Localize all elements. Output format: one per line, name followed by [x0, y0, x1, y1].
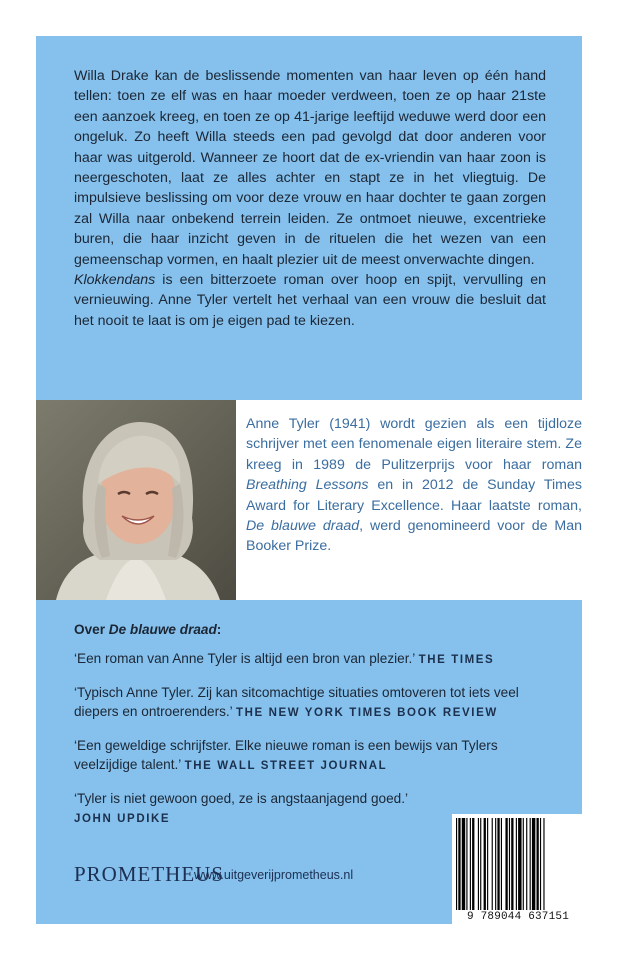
- blurb-text: [74, 66, 546, 331]
- barcode-bars: [456, 818, 578, 910]
- reviews-heading-suffix: :: [216, 622, 222, 637]
- reviews-heading-title: De blauwe draad: [108, 622, 217, 637]
- author-photo: [36, 400, 236, 600]
- bio-book-de-blauwe-draad: De blauwe draad: [246, 518, 360, 535]
- book-title-klokkendans: Klokkendans: [74, 272, 156, 289]
- review-quote: ‘Een geweldige schrijfster. Elke nieuwe roman is een bewijs van Tylers veelzijdige talent.’: [74, 738, 498, 772]
- blurb-paragraph-2-rest: is een bitterzoete roman over hoop en spijt, vervulling en vernieuwing. Anne Tyler vertelt het verhaal van een vrouw die besluit dat het nooit te laat is om je eigen pad te kiezen.: [74, 272, 546, 329]
- blurb-paragraph-2: [74, 270, 546, 331]
- review-item: [74, 736, 554, 776]
- isbn-number: 9 789044 637151: [466, 911, 570, 923]
- author-portrait-illustration: [36, 400, 236, 600]
- publisher-logo: PROMETHEUS: [74, 862, 225, 886]
- reviews-heading: [74, 620, 554, 639]
- review-source: JOHN UPDIKE: [74, 813, 171, 825]
- barcode: [452, 814, 582, 934]
- blurb-paragraph-1: Willa Drake kan de beslissende momenten van haar leven op één hand tellen: toen ze elf was en haar moeder verdween, toen ze op haar 21ste een aanzoek kreeg, en toen ze op 41-jarige leeftijd weduwe werd door een ongeluk. Zo heeft Willa steeds een pad gevolgd dat door anderen voor haar was uitgerold. Wanneer ze hoort dat de ex-vriendin van haar zoon is neergeschoten, laat ze alles achter en stapt ze in het vliegtuig. De impulsieve beslissing om voor deze vrouw en haar dochter te gaan zorgen zal Willa naar onbekend terrein leiden. Ze ontmoet nieuwe, excentrieke buren, die haar inzicht geven in de rituelen die het wezen van een gemeenschap vormen, en haalt plezier uit de meest onverwachte dingen.: [74, 68, 546, 268]
- review-item: [74, 649, 554, 670]
- bio-text-3: , werd genomineerd voor de Man Booker Prize.: [246, 518, 583, 555]
- review-source: THE TIMES: [418, 654, 495, 666]
- bio-text-2: en in 2012 de Sunday Times Award for Literary Excellence. Haar laatste roman,: [246, 477, 582, 514]
- review-quote: ‘Tyler is niet gewoon goed, ze is angstaanjagend goed.’: [74, 791, 409, 806]
- review-source: THE NEW YORK TIMES BOOK REVIEW: [235, 707, 498, 719]
- author-bio: [246, 414, 582, 557]
- reviews-list: [74, 620, 554, 842]
- bio-text-1: Anne Tyler (1941) wordt gezien als een tijdloze schrijver met een fenomenale eigen literaire stem. Ze kreeg in 1989 de Pulitzerprijs voor haar roman: [246, 416, 582, 473]
- blurb-panel: [36, 36, 582, 400]
- review-item: [74, 683, 554, 723]
- publisher-url: www.uitgeverijprometheus.nl: [194, 868, 354, 882]
- review-source: THE WALL STREET JOURNAL: [184, 760, 388, 772]
- review-quote: ‘Een roman van Anne Tyler is altijd een bron van plezier.’: [74, 651, 415, 666]
- review-quote: ‘Typisch Anne Tyler. Zij kan sitcomachtige situaties omtoveren tot iets veel diepers en ontroerenders.’: [74, 685, 519, 719]
- reviews-heading-prefix: Over: [74, 622, 109, 637]
- bio-book-breathing-lessons: Breathing Lessons: [246, 477, 369, 494]
